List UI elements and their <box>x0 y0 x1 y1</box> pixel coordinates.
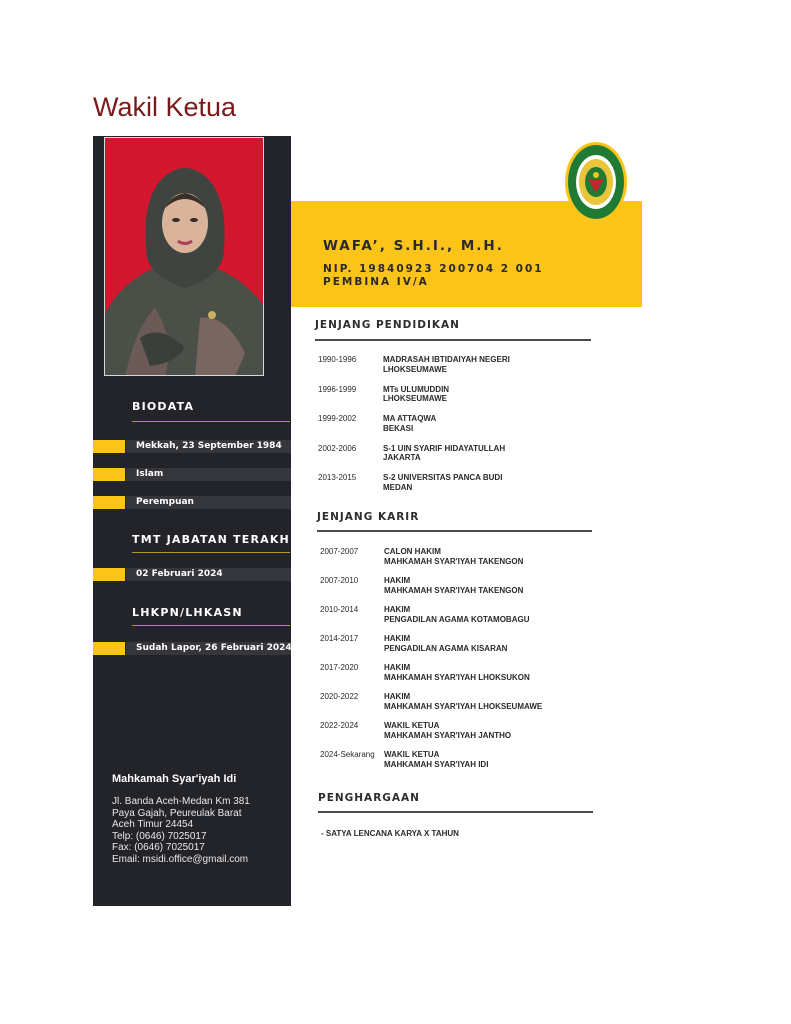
entry-place: MAHKAMAH SYAR'IYAH LHOKSUKON <box>384 672 530 682</box>
entry-years: 2022-2024 <box>320 721 359 730</box>
awards-heading: PENGHARGAAN <box>318 792 420 804</box>
career-heading: JENJANG KARIR <box>317 511 420 523</box>
court-logo-icon <box>564 141 628 223</box>
address-line: Jl. Banda Aceh-Medan Km 381 <box>112 796 250 807</box>
entry-place: MEDAN <box>383 482 413 492</box>
timeline-entry <box>318 385 618 407</box>
entry-title: HAKIM <box>384 634 411 643</box>
education-divider <box>315 339 591 341</box>
lhkpn-status-text: Sudah Lapor, 26 Februari 2024 <box>136 643 292 653</box>
timeline-entry <box>320 576 620 598</box>
tmt-divider <box>132 552 290 553</box>
entry-place: MAHKAMAH SYAR'IYAH JANTHO <box>384 730 512 740</box>
entry-years: 2024-Sekarang <box>320 750 375 759</box>
entry-place: BEKASI <box>383 423 414 433</box>
entry-years: 2010-2014 <box>320 605 359 614</box>
tmt-date-text: 02 Februari 2024 <box>136 569 223 579</box>
entry-title: WAKIL KETUA <box>384 721 440 730</box>
entry-years: 2013-2015 <box>318 473 357 482</box>
entry-years: 1996-1999 <box>318 384 357 394</box>
gender-text: Perempuan <box>136 497 194 507</box>
timeline-entry <box>320 547 620 569</box>
entry-title: WAKIL KETUA <box>384 750 440 759</box>
award-item: - SATYA LENCANA KARYA X TAHUN <box>321 829 459 838</box>
entry-years: 2007-2010 <box>320 576 359 585</box>
entry-years: 2014-2017 <box>320 634 359 643</box>
timeline-entry <box>320 634 620 656</box>
lhkpn-row <box>93 642 291 655</box>
row-marker <box>93 568 125 581</box>
entry-place: MAHKAMAH SYAR'IYAH IDI <box>384 759 489 769</box>
entry-years: 2002-2006 <box>318 443 357 453</box>
entry-title: HAKIM <box>384 605 411 614</box>
org-address <box>112 796 250 866</box>
entry-years: 1999-2002 <box>318 414 357 423</box>
timeline-entry <box>318 414 618 436</box>
entry-place: MAHKAMAH SYAR'IYAH TAKENGON <box>384 585 524 595</box>
religion-row <box>93 468 291 481</box>
entry-place: LHOKSEUMAWE <box>383 394 447 404</box>
org-name: Mahkamah Syar'iyah Idi <box>112 773 237 785</box>
lhkpn-heading: LHKPN/LHKASN <box>132 606 243 619</box>
education-heading: JENJANG PENDIDIKAN <box>315 319 460 331</box>
entry-title: HAKIM <box>384 692 411 701</box>
awards-divider <box>318 811 593 813</box>
timeline-entry <box>320 605 620 627</box>
entry-place: MAHKAMAH SYAR'IYAH TAKENGON <box>384 556 524 566</box>
biodata-heading: BIODATA <box>132 400 195 413</box>
entry-place: JAKARTA <box>383 453 421 463</box>
career-divider <box>317 530 592 532</box>
profile-photo <box>104 137 264 376</box>
row-marker <box>93 496 125 509</box>
birth-text: Mekkah, 23 September 1984 <box>136 441 282 451</box>
lhkpn-divider <box>132 625 290 626</box>
entry-title: HAKIM <box>384 663 411 672</box>
employee-rank: PEMBINA IV/A <box>323 276 429 288</box>
entry-title: S-2 UNIVERSITAS PANCA BUDI <box>383 473 503 482</box>
email-line: Email: msidi.office@gmail.com <box>112 853 249 865</box>
entry-title: S-1 UIN SYARIF HIDAYATULLAH <box>383 443 506 453</box>
row-marker <box>93 440 125 453</box>
timeline-entry <box>320 692 620 714</box>
religion-text: Islam <box>136 469 164 479</box>
timeline-entry <box>320 750 620 772</box>
entry-years: 1990-1996 <box>318 355 357 364</box>
birth-row <box>93 440 291 453</box>
entry-place: PENGADILAN AGAMA KISARAN <box>384 643 508 653</box>
page-title: Wakil Ketua <box>93 92 237 122</box>
entry-title: MTs ULUMUDDIN <box>383 384 450 394</box>
address-line: Aceh Timur 24454 <box>112 819 194 831</box>
entry-title: CALON HAKIM <box>384 547 441 556</box>
biodata-divider <box>132 421 290 422</box>
row-marker <box>93 468 125 481</box>
tmt-row <box>93 568 291 581</box>
employee-name: WAFA’, S.H.I., M.H. <box>323 238 504 254</box>
timeline-entry <box>318 355 618 377</box>
entry-title: MA ATTAQWA <box>383 414 437 423</box>
fax-line: Fax: (0646) 7025017 <box>112 842 205 854</box>
phone-line: Telp: (0646) 7025017 <box>112 830 207 842</box>
address-line: Paya Gajah, Peureulak Barat <box>112 807 242 819</box>
entry-title: HAKIM <box>384 576 411 585</box>
entry-place: MAHKAMAH SYAR'IYAH LHOKSEUMAWE <box>384 701 543 711</box>
entry-place: PENGADILAN AGAMA KOTAMOBAGU <box>384 614 530 624</box>
entry-title: MADRASAH IBTIDAIYAH NEGERI <box>383 355 510 364</box>
entry-place: LHOKSEUMAWE <box>383 364 447 374</box>
timeline-entry <box>318 473 618 495</box>
entry-years: 2007-2007 <box>320 547 359 556</box>
gender-row <box>93 496 291 509</box>
row-marker <box>93 642 125 655</box>
employee-nip: NIP. 19840923 200704 2 001 <box>323 263 544 275</box>
tmt-heading: TMT JABATAN TERAKHIR <box>132 533 305 546</box>
timeline-entry <box>318 444 618 466</box>
entry-years: 2017-2020 <box>320 663 359 672</box>
timeline-entry <box>320 721 620 743</box>
timeline-entry <box>320 663 620 685</box>
entry-years: 2020-2022 <box>320 692 359 701</box>
